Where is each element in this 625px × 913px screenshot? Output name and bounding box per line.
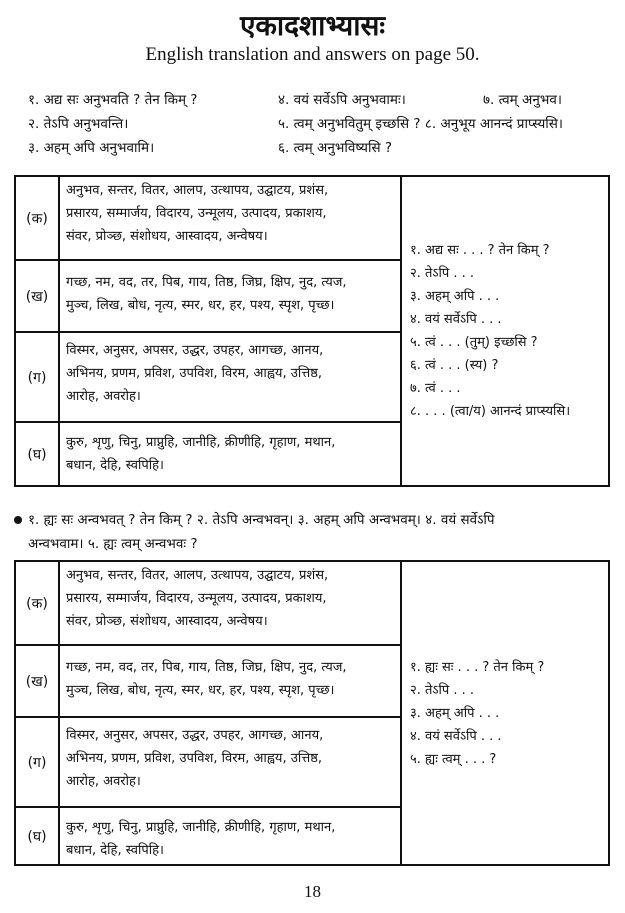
verb-group-ga [16, 333, 400, 423]
sentence: १. अद्य सः अनुभवति ? तेन किम् ? [28, 92, 198, 108]
prompt-item: २. तेऽपि . . . [410, 266, 475, 281]
sentence: ७. त्वम् अनुभव। [483, 92, 562, 108]
bullet-line [14, 508, 610, 532]
group-words [60, 808, 400, 864]
verb-line: बधान, देहि, स्वपिहि। [66, 843, 164, 858]
prompt-item: ६. त्वं . . . (स्य) ? [410, 358, 499, 373]
verb-line: अनुभव, सन्तर, वितर, आलप, उत्थापय, उद्घाटय, प्रशंस, [66, 183, 329, 198]
verb-group-kha [16, 261, 400, 333]
verb-line: आरोह, अवरोह। [66, 389, 141, 404]
verb-line: आरोह, अवरोह। [66, 774, 141, 789]
verb-group-ka [16, 177, 400, 261]
prompt-item: ७. त्वं . . . [410, 381, 461, 396]
example-sentences [28, 88, 608, 160]
page-title: एकादशाभ्यासः [239, 9, 386, 42]
verb-line: संवर, प्रोञ्छ, संशोधय, आस्वादय, अन्वेषय। [66, 229, 268, 244]
verb-group-ka [16, 562, 400, 646]
prompt-item: १. अद्य सः . . . ? तेन किम् ? [410, 243, 550, 258]
verb-table-present [14, 175, 610, 487]
prompt-list [402, 562, 608, 864]
bullet-text: १. ह्यः सः अन्वभवत् ? तेन किम् ? २. तेऽपि अन्वभवन्। ३. अहम् अपि अन्वभवम्। ४. वयं सर्वेऽपि [28, 512, 495, 528]
verb-line: मुञ्च, लिख, बोध, नृत्य, स्मर, धर, हर, पश्य, स्पृश, पृच्छ। [66, 683, 335, 698]
verb-line: विस्मर, अनुसर, अपसर, उद्धर, उपहर, आगच्छ, आनय, [66, 728, 324, 743]
prompt-item: ८. . . . (त्वा/य) आनन्दं प्राप्स्यसि। [410, 404, 571, 419]
prompt-item: १. ह्यः सः . . . ? तेन किम् ? [410, 659, 545, 675]
sentence: ६. त्वम् अनुभविष्यसि ? [278, 140, 393, 156]
prompt-item: ३. अहम् अपि . . . [410, 705, 500, 721]
bullet-icon [14, 516, 22, 524]
verb-line: संवर, प्रोञ्छ, संशोधय, आस्वादय, अन्वेषय। [66, 614, 268, 629]
verb-line: गच्छ, नम, वद, तर, पिब, गाय, तिष्ठ, जिघ्र, क्षिप, नुद, त्यज, [66, 275, 347, 290]
verb-line: बधान, देहि, स्वपिहि। [66, 458, 164, 473]
group-label: (ख) [16, 261, 60, 331]
prompt-item: ४. वयं सर्वेऽपि . . . [410, 728, 502, 744]
group-label: (क) [16, 562, 60, 644]
group-label: (क) [16, 177, 60, 259]
prompt-item: २. तेऽपि . . . [410, 682, 475, 698]
sentence-row [28, 136, 608, 160]
prompt-item: ४. वयं सर्वेऽपि . . . [410, 312, 502, 327]
group-words [60, 562, 400, 644]
prompt-item: ५. ह्यः त्वम् . . . ? [410, 751, 497, 767]
page-number: 18 [304, 882, 321, 901]
group-label: (ग) [16, 333, 60, 421]
verb-group-ga [16, 718, 400, 808]
verb-group-gha [16, 423, 400, 485]
group-label: (ग) [16, 718, 60, 806]
verb-line: अनुभव, सन्तर, वितर, आलप, उत्थापय, उद्घाटय, प्रशंस, [66, 568, 329, 583]
verb-line: कुरु, शृणु, चिनु, प्राप्नुहि, जानीहि, क्रीणीहि, गृहाण, मथान, [66, 435, 336, 450]
verb-line: अभिनय, प्रणम, प्रविश, उपविश, विरम, आह्वय, उत्तिष्ठ, [66, 366, 323, 381]
group-words [60, 177, 400, 259]
group-words [60, 333, 400, 421]
prompt-item: ५. त्वं . . . (तुम्) इच्छसि ? [410, 335, 538, 350]
page-subtitle: English translation and answers on page 50. [145, 44, 480, 65]
group-words [60, 261, 400, 331]
verb-group-kha [16, 646, 400, 718]
verb-groups [16, 562, 402, 864]
prompt-list [402, 177, 608, 485]
verb-line: मुञ्च, लिख, बोध, नृत्य, स्मर, धर, हर, पश्य, स्पृश, पृच्छ। [66, 298, 335, 313]
sentence-row [28, 88, 608, 112]
group-words [60, 646, 400, 716]
verb-table-past [14, 560, 610, 866]
group-words [60, 423, 400, 485]
past-tense-examples [14, 508, 610, 556]
sentence: ३. अहम् अपि अनुभवामि। [28, 140, 155, 156]
verb-line: अभिनय, प्रणम, प्रविश, उपविश, विरम, आह्वय, उत्तिष्ठ, [66, 751, 323, 766]
verb-group-gha [16, 808, 400, 864]
group-label: (ख) [16, 646, 60, 716]
verb-line: गच्छ, नम, वद, तर, पिब, गाय, तिष्ठ, जिघ्र, क्षिप, नुद, त्यज, [66, 660, 347, 675]
group-words [60, 718, 400, 806]
prompt-item: ३. अहम् अपि . . . [410, 289, 500, 304]
sentence: ५. त्वम् अनुभवितुम् इच्छसि ? ८. अनुभूय आनन्दं प्राप्स्यसि। [278, 116, 564, 132]
verb-line: कुरु, शृणु, चिनु, प्राप्नुहि, जानीहि, क्रीणीहि, गृहाण, मथान, [66, 820, 336, 835]
sentence-row [28, 112, 608, 136]
group-label: (घ) [16, 808, 60, 864]
bullet-line: अन्वभवाम। ५. ह्यः त्वम् अन्वभवः ? [28, 536, 198, 552]
sentence: २. तेऽपि अनुभवन्ति। [28, 116, 129, 132]
group-label: (घ) [16, 423, 60, 485]
verb-line: विस्मर, अनुसर, अपसर, उद्धर, उपहर, आगच्छ, आनय, [66, 343, 324, 358]
verb-line: प्रसारय, सम्मार्जय, विदारय, उन्मूलय, उत्पादय, प्रकाशय, [66, 206, 327, 221]
verb-groups [16, 177, 402, 485]
sentence: ४. वयं सर्वेऽपि अनुभवामः। [278, 92, 406, 108]
verb-line: प्रसारय, सम्मार्जय, विदारय, उन्मूलय, उत्पादय, प्रकाशय, [66, 591, 327, 606]
